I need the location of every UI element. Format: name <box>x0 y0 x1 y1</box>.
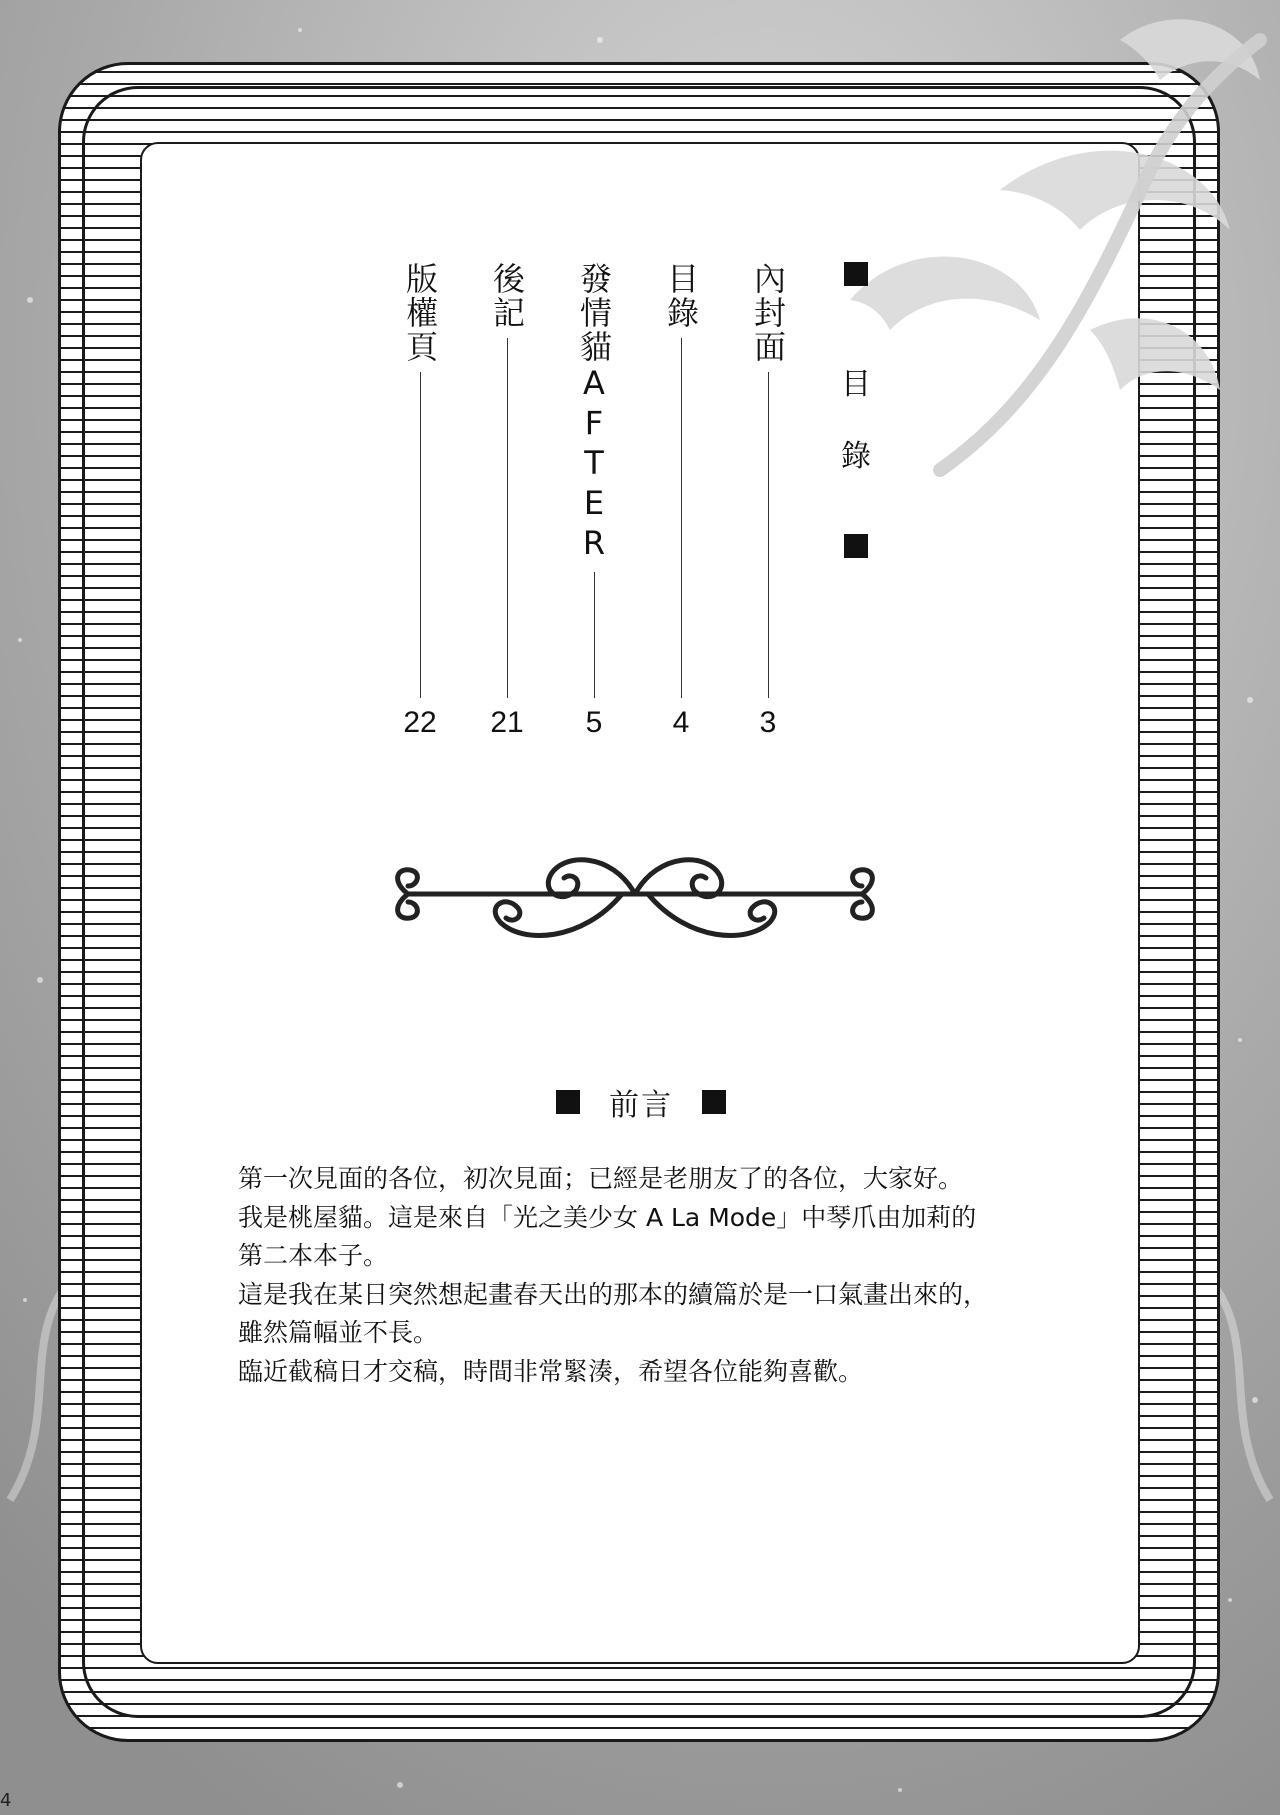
toc-leader-line <box>594 572 595 698</box>
toc-entry[interactable] <box>398 262 442 742</box>
toc-entry-page: 4 <box>672 706 690 739</box>
preface-line: 第一次見面的各位，初次見面；已經是老朋友了的各位，大家好。 <box>238 1164 964 1193</box>
toc-entry-title: 目錄 <box>662 262 700 330</box>
toc-entry-page: 21 <box>490 706 524 739</box>
toc-entry[interactable] <box>485 262 529 742</box>
heading-square-icon <box>556 1090 580 1114</box>
toc-entry[interactable] <box>659 262 703 742</box>
toc-heading-char: 錄 <box>841 439 871 474</box>
toc-entry-title: 內封面 <box>749 262 787 364</box>
heading-square-icon <box>844 534 868 558</box>
toc-heading <box>836 262 876 558</box>
toc-leader-line <box>507 338 508 698</box>
preface-line: 臨近截稿日才交稿，時間非常緊湊，希望各位能夠喜歡。 <box>238 1356 864 1386</box>
heading-square-icon <box>844 262 868 286</box>
toc-entry-page: 22 <box>403 706 437 739</box>
preface-heading <box>556 1080 726 1124</box>
toc-leader-line <box>768 372 769 698</box>
toc-leader-line <box>681 338 682 698</box>
preface-line: 雖然篇幅並不長。 <box>238 1318 439 1347</box>
preface-line: 第二本本子。 <box>238 1241 389 1270</box>
toc-entry-title: 後記 <box>488 262 526 330</box>
toc-entry[interactable] <box>746 262 790 742</box>
toc-entry-title: 版權頁 <box>401 262 439 364</box>
toc-heading-char: 目 <box>841 367 871 402</box>
page-number: 4 <box>0 1790 12 1811</box>
preface-body <box>238 1160 1038 1391</box>
preface-line: 我是桃屋貓。這是來自「光之美少女 A La Mode」中琴爪由加莉的 <box>238 1202 977 1232</box>
toc-entry[interactable] <box>572 262 616 742</box>
toc-entry-page: 3 <box>759 706 777 739</box>
ornamental-divider <box>382 832 888 956</box>
heading-square-icon <box>702 1090 726 1114</box>
preface-line: 這是我在某日突然想起畫春天出的那本的續篇於是一口氣畫出來的， <box>238 1279 989 1309</box>
preface-title: 前言 <box>609 1088 673 1123</box>
toc-entry-page: 5 <box>585 706 603 739</box>
toc-entry-title: 發情貓AFTER <box>575 262 613 564</box>
toc-leader-line <box>420 372 421 698</box>
